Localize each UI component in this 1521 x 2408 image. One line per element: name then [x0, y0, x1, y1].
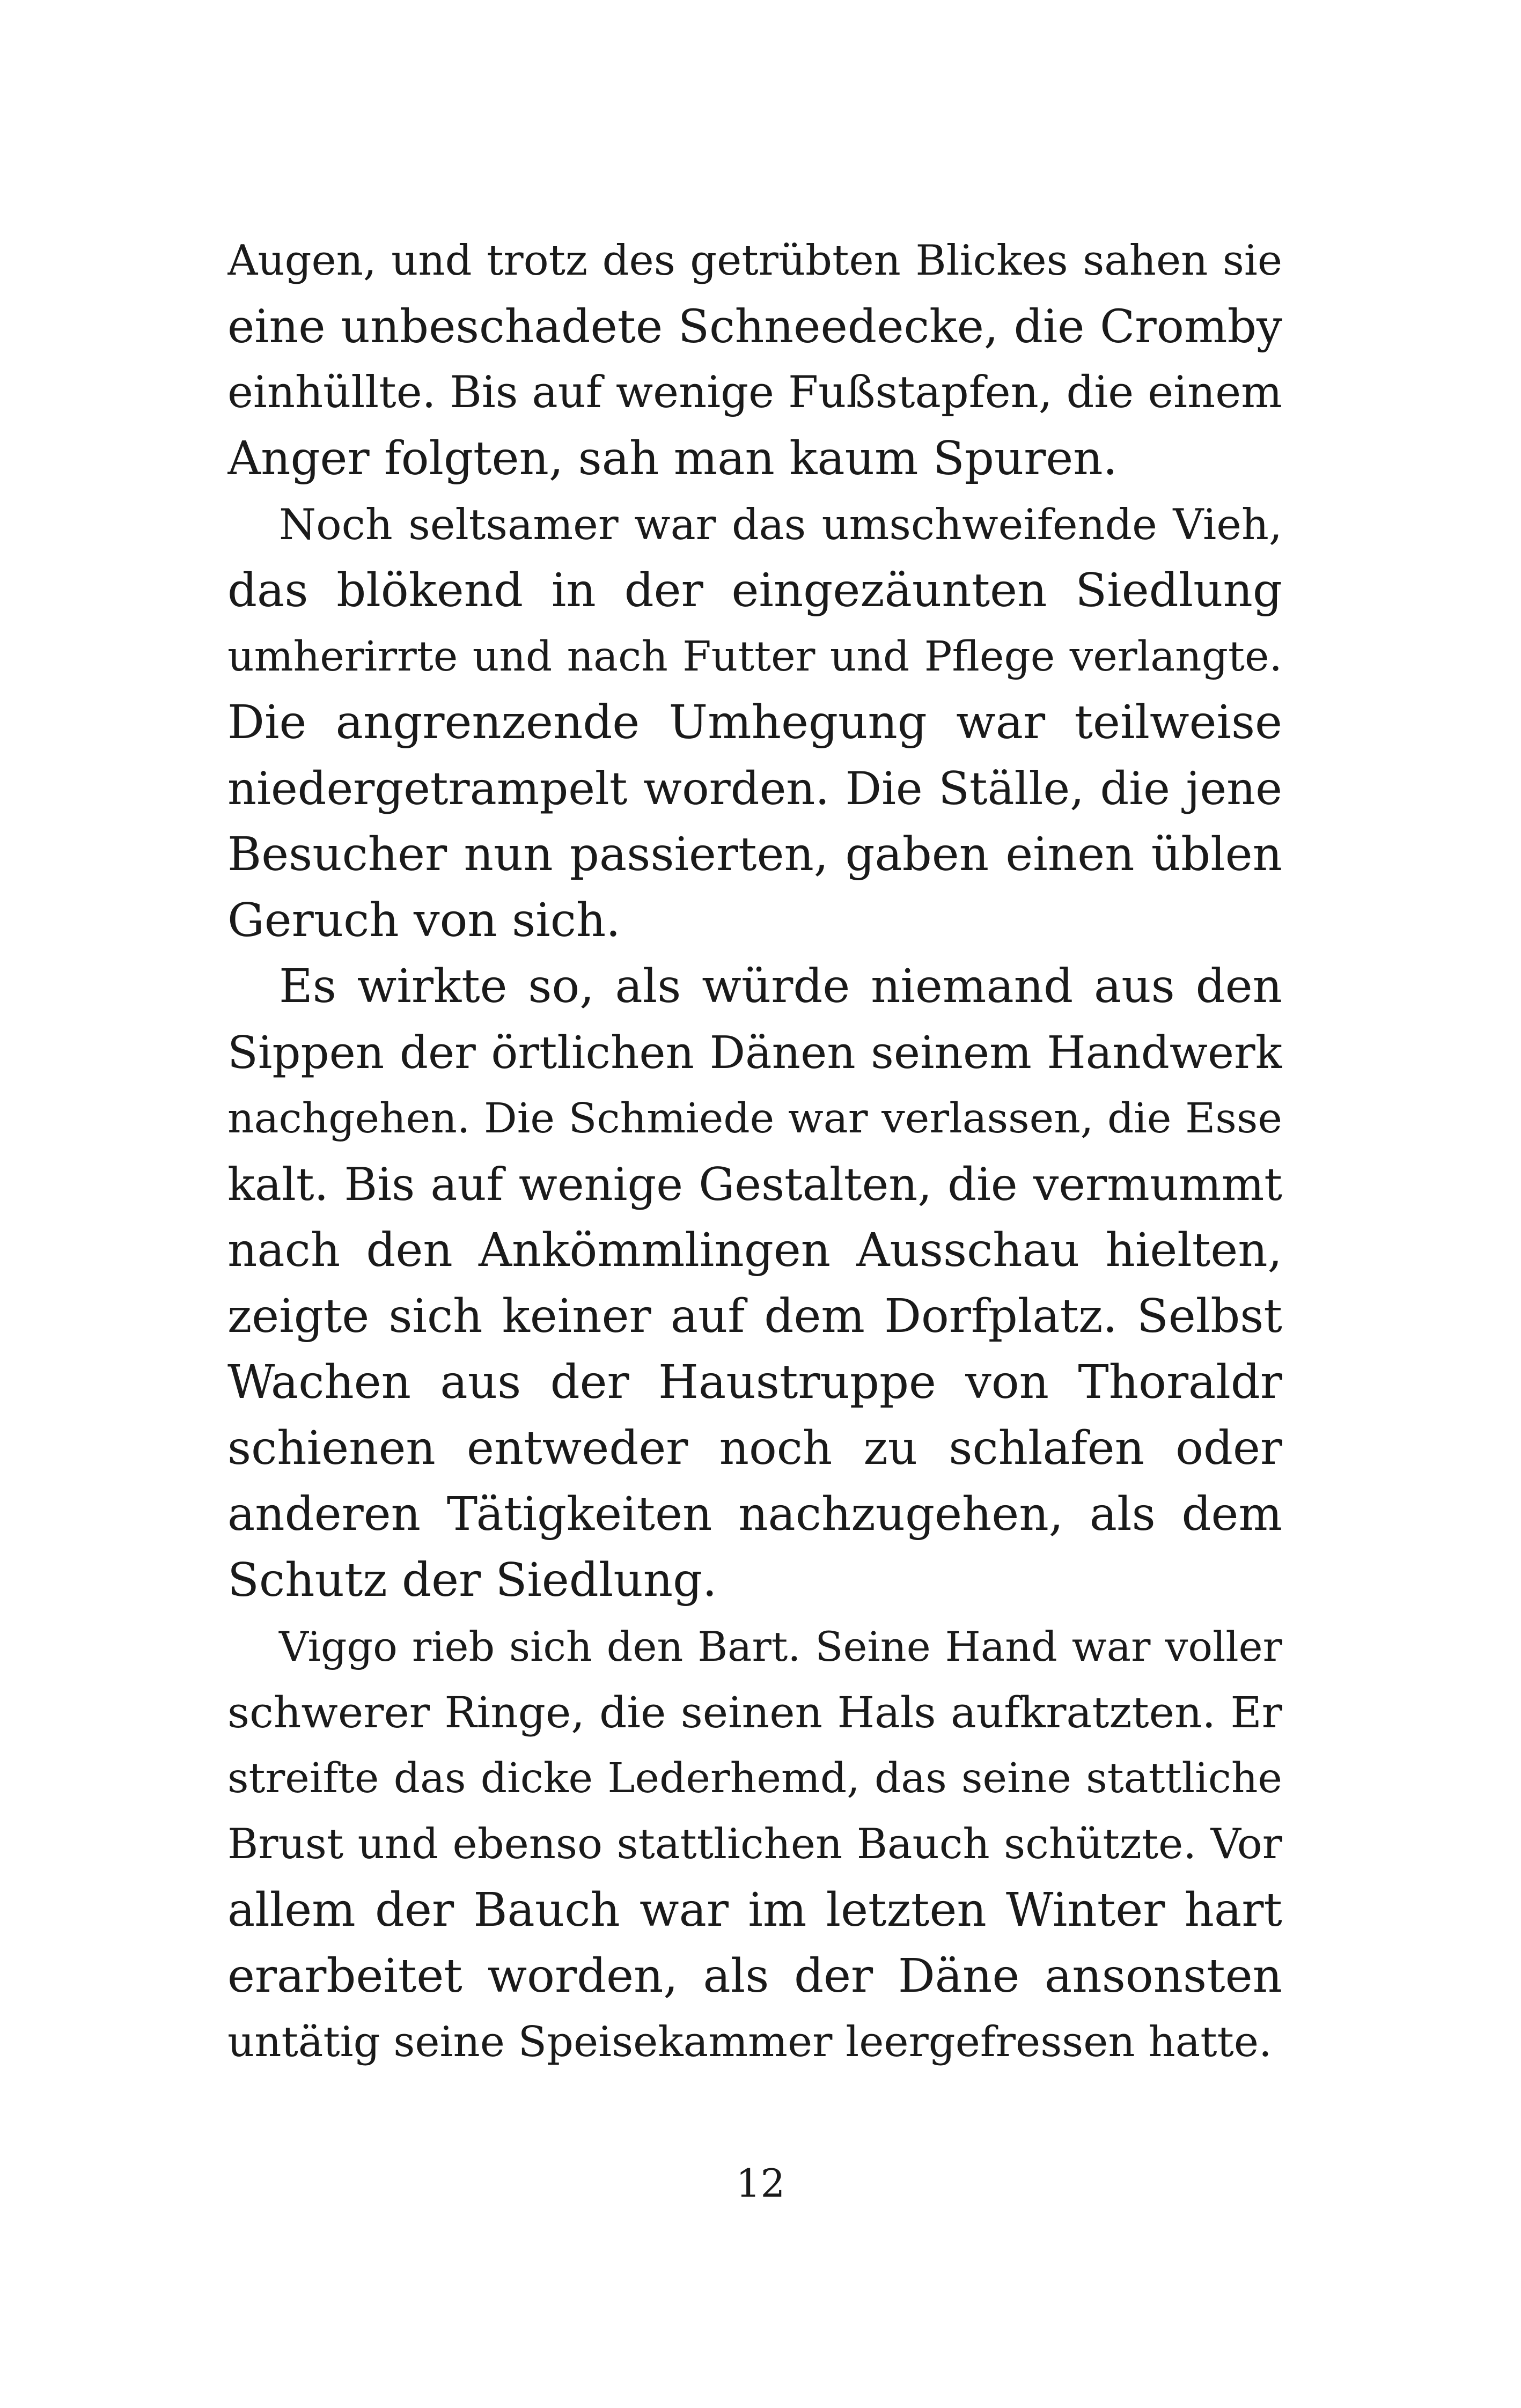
- text-line: schwerer Ringe, die seinen Hals aufkratzten. Er: [227, 1688, 1282, 1737]
- text-line: Wachen aus der Haustruppe von Thoraldr: [227, 1356, 1282, 1409]
- text-line: niedergetrampelt worden. Die Ställe, die jene: [227, 762, 1282, 815]
- text-line: erarbeitet worden, als der Däne ansonsten: [227, 1949, 1282, 2003]
- text-line: das blökend in der eingezäunten Siedlung: [227, 564, 1282, 617]
- paragraph: [227, 1614, 1282, 2075]
- text-line: Viggo rieb sich den Bart. Seine Hand war voller: [279, 1623, 1282, 1670]
- text-line: anderen Tätigkeiten nachzugehen, als dem: [227, 1487, 1282, 1541]
- text-line: Augen, und trotz des getrübten Blickes sahen sie: [227, 237, 1282, 285]
- text-line: Brust und ebenso stattlichen Bauch schützte. Vor: [227, 1820, 1282, 1868]
- text-line: eine unbeschadete Schneedecke, die Cromby: [227, 300, 1282, 354]
- paragraph: [227, 492, 1282, 954]
- text-line: nach den Ankömmlingen Ausschau hielten,: [227, 1224, 1282, 1277]
- paragraph: [227, 228, 1282, 492]
- text-line: Geruch von sich.: [227, 894, 621, 947]
- text-line: nachgehen. Die Schmiede war verlassen, die Esse: [227, 1095, 1282, 1143]
- paragraph: [227, 954, 1282, 1614]
- text-line: streifte das dicke Lederhemd, das seine stattliche: [227, 1755, 1282, 1802]
- text-line: Es wirkte so, als würde niemand aus den: [279, 960, 1282, 1013]
- text-line: einhüllte. Bis auf wenige Fußstapfen, die einem: [227, 367, 1282, 418]
- text-line: kalt. Bis auf wenige Gestalten, die vermummt: [227, 1158, 1282, 1211]
- body-text: [227, 228, 1282, 2075]
- text-line: zeigte sich keiner auf dem Dorfplatz. Selbst: [227, 1290, 1282, 1343]
- text-line: umherirrte und nach Futter und Pflege verlangte.: [227, 633, 1282, 681]
- text-line: Sippen der örtlichen Dänen seinem Handwerk: [227, 1027, 1282, 1079]
- text-line: Anger folgten, sah man kaum Spuren.: [227, 432, 1118, 485]
- text-line: allem der Bauch war im letzten Winter hart: [227, 1883, 1282, 1937]
- text-line: Die angrenzende Umhegung war teilweise: [227, 696, 1282, 749]
- text-line: Besucher nun passierten, gaben einen üblen: [227, 828, 1282, 881]
- text-line: untätig seine Speisekammer leergefressen hatte.: [227, 2018, 1272, 2066]
- text-line: Noch seltsamer war das umschweifende Vieh,: [279, 500, 1282, 549]
- page-number: 12: [736, 2161, 785, 2206]
- text-line: schienen entweder noch zu schlafen oder: [227, 1422, 1282, 1475]
- text-line: Schutz der Siedlung.: [227, 1553, 717, 1607]
